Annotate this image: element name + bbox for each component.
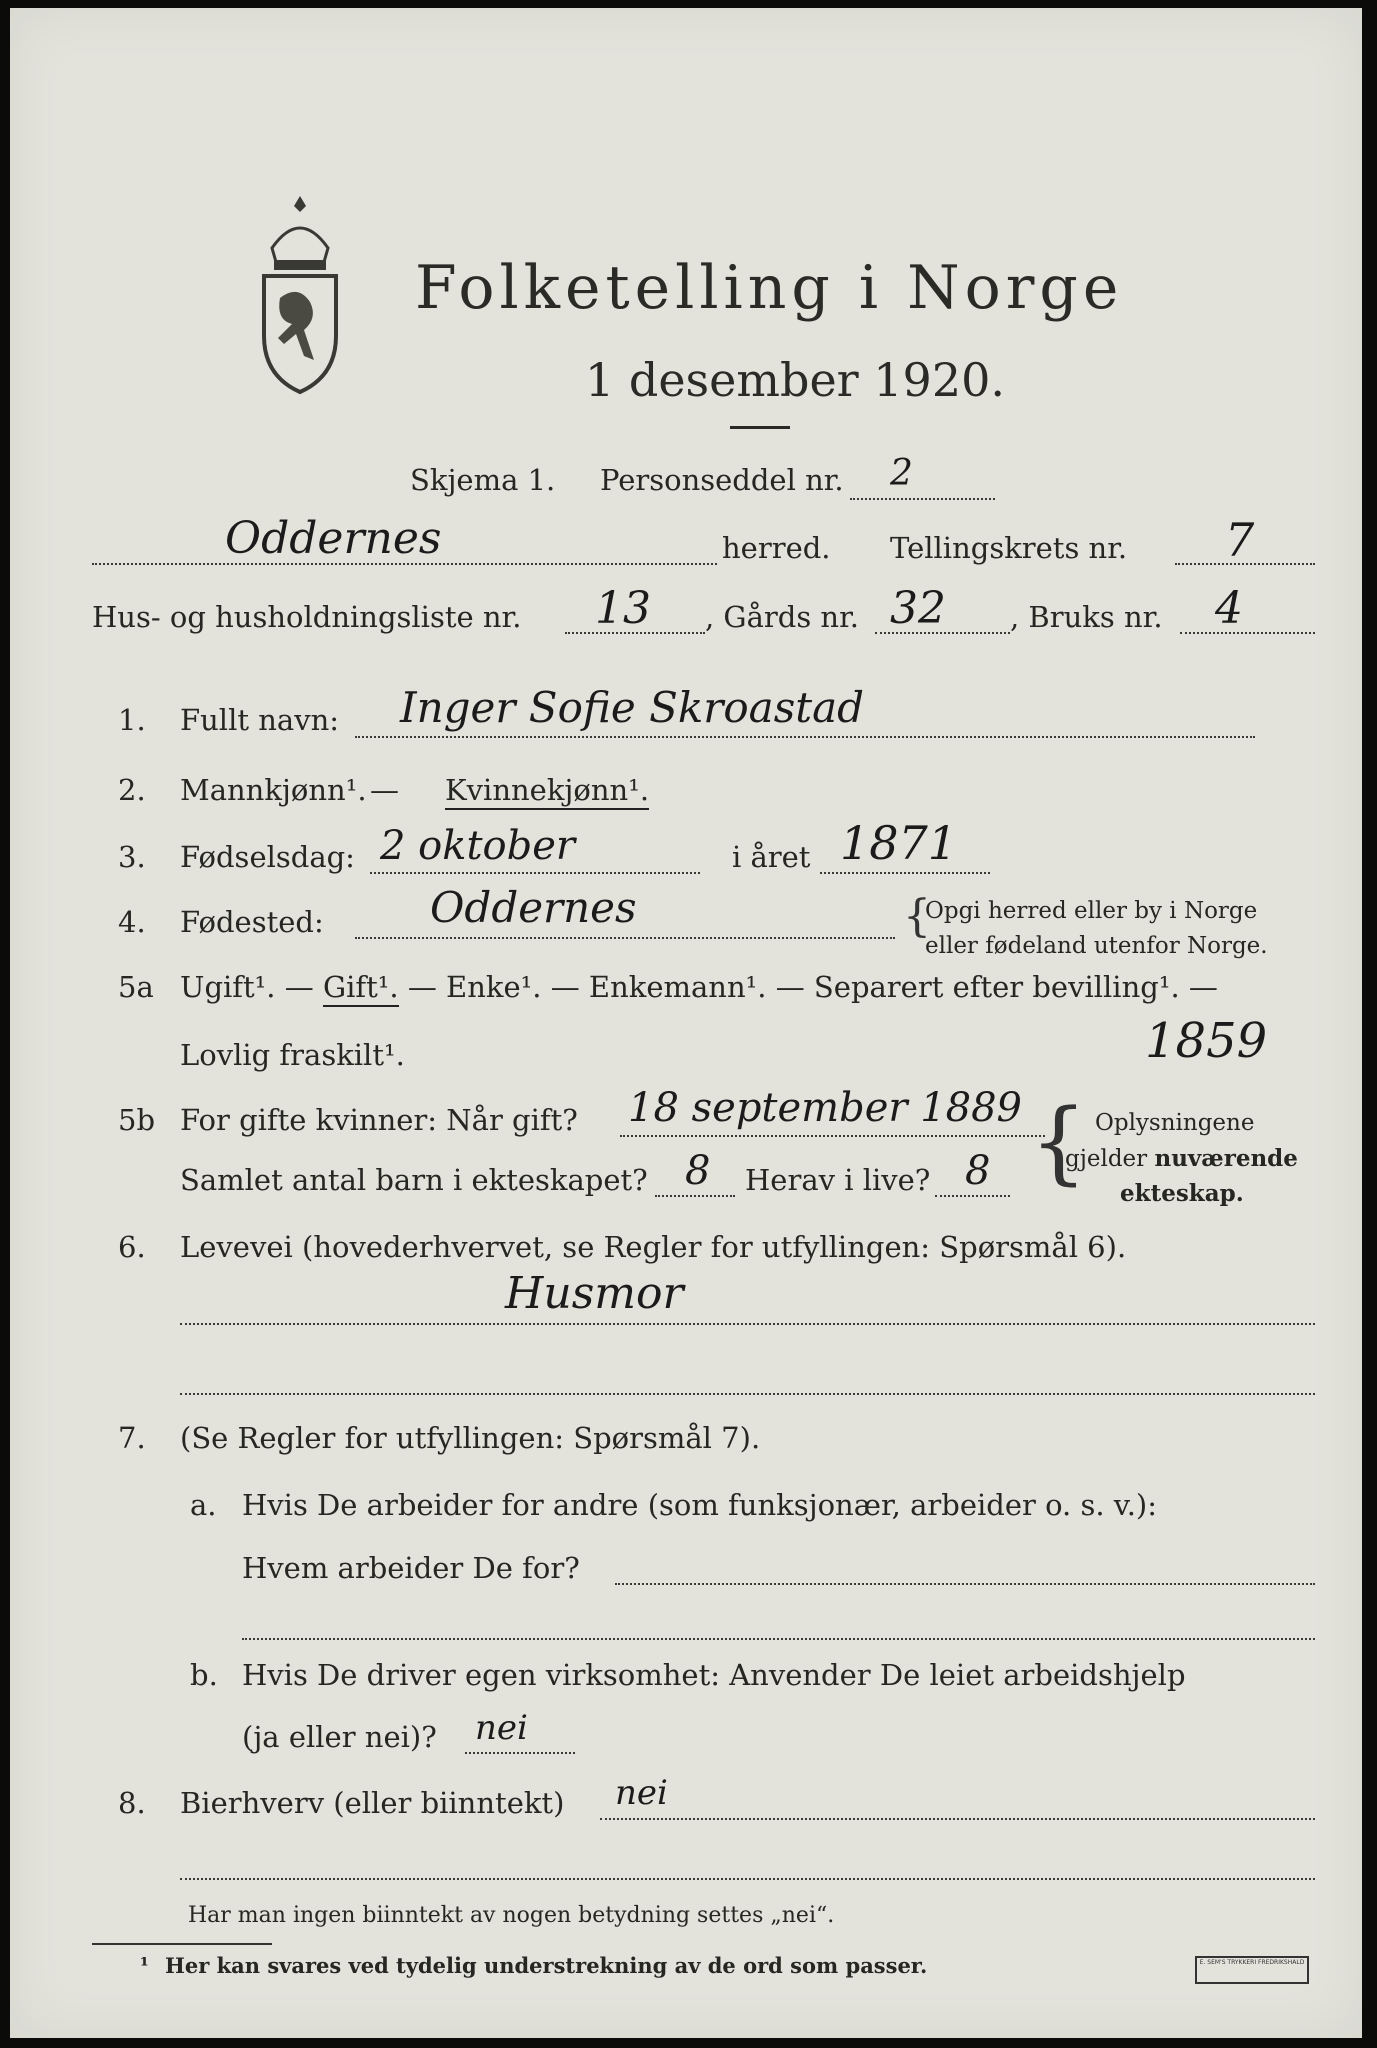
- q4-note-1: Opgi herred eller by i Norge: [925, 898, 1258, 924]
- gards-label: , Gårds nr.: [705, 600, 859, 634]
- coat-of-arms-icon: [250, 188, 350, 398]
- q1-label: Fullt navn:: [180, 703, 340, 737]
- q3-line: [370, 872, 700, 874]
- q2-mann: Mannkjønn¹.: [180, 773, 367, 807]
- q3-label: Fødselsdag:: [180, 840, 355, 874]
- form-date: 1 desember 1920.: [585, 353, 1005, 407]
- q5b-value[interactable]: 18 september 1889: [628, 1085, 1023, 1131]
- q6-line-1: [180, 1323, 1315, 1325]
- q7a-question: Hvem arbeider De for?: [242, 1551, 580, 1585]
- footer-divider: [92, 1943, 272, 1945]
- tellingskrets-value[interactable]: 7: [1225, 513, 1255, 567]
- q2-number: 2.: [118, 773, 146, 807]
- bruks-label: , Bruks nr.: [1010, 600, 1163, 634]
- q3-year-line: [820, 872, 990, 874]
- q5b-brace: {: [1030, 1090, 1088, 1195]
- footer-note: Har man ingen biinntekt av nogen betydning settes „nei“.: [188, 1903, 835, 1928]
- q5a-line1: [180, 970, 1218, 1004]
- q5b-barn-value[interactable]: 8: [685, 1148, 711, 1194]
- q5b-note-2a: gjelder: [1065, 1146, 1155, 1172]
- q8-number: 8.: [118, 1786, 146, 1820]
- title-divider: [730, 426, 790, 429]
- q7b-line: [465, 1752, 575, 1754]
- tellingskrets-label: Tellingskrets nr.: [890, 531, 1128, 565]
- q4-brace: {: [903, 891, 931, 942]
- q5b-note-2b: nuværende: [1154, 1145, 1298, 1172]
- q6-number: 6.: [118, 1230, 146, 1264]
- q5b-live-label: Herav i live?: [745, 1163, 931, 1197]
- q5a-line2: Lovlig fraskilt¹.: [180, 1038, 405, 1072]
- q7b-letter: b.: [190, 1658, 218, 1692]
- q7b-value[interactable]: nei: [475, 1708, 528, 1748]
- q6-line-2: [180, 1393, 1315, 1395]
- q5b-barn-label: Samlet antal barn i ekteskapet?: [180, 1163, 648, 1197]
- q7a-letter: a.: [190, 1488, 217, 1522]
- q6-label: Levevei (hovederhvervet, se Regler for utfyllingen: Spørsmål 6).: [180, 1230, 1127, 1264]
- bruks-line: [1180, 632, 1315, 634]
- q1-number: 1.: [118, 703, 146, 737]
- q5b-number: 5b: [118, 1103, 156, 1137]
- q4-line: [355, 937, 895, 939]
- q3-year-label: i året: [732, 840, 811, 874]
- q2-kvinne-underlined[interactable]: Kvinnekjønn¹.: [445, 773, 649, 810]
- q1-line: [355, 736, 1255, 738]
- herred-label: herred.: [722, 531, 831, 565]
- q1-value[interactable]: Inger Sofie Skroastad: [400, 683, 865, 732]
- q7a-line-1: [615, 1583, 1315, 1585]
- q7b-question: (ja eller nei)?: [242, 1720, 437, 1754]
- bruks-value[interactable]: 4: [1215, 583, 1243, 634]
- census-form-page: [10, 8, 1362, 2038]
- gards-value[interactable]: 32: [890, 583, 946, 634]
- q8-value[interactable]: nei: [615, 1773, 668, 1813]
- q5b-note-3: ekteskap.: [1120, 1180, 1244, 1207]
- q5b-note-1: Oplysningene: [1095, 1110, 1255, 1136]
- q5b-note-2: [1065, 1145, 1298, 1172]
- q4-label: Fødested:: [180, 905, 324, 939]
- q4-value[interactable]: Oddernes: [430, 883, 637, 932]
- husliste-value[interactable]: 13: [595, 583, 651, 634]
- q7-label: (Se Regler for utfyllingen: Spørsmål 7).: [180, 1421, 761, 1455]
- q5b-live-line: [935, 1195, 1010, 1197]
- herred-value[interactable]: Oddernes: [225, 513, 442, 564]
- q3-year-value[interactable]: 1871: [840, 816, 958, 870]
- printer-stamp: E. SEM'S TRYKKERI FREDRIKSHALD: [1195, 1956, 1309, 1984]
- q3-value[interactable]: 2 oktober: [380, 823, 576, 869]
- q8-line-2: [180, 1878, 1315, 1880]
- q5b-live-value[interactable]: 8: [965, 1148, 991, 1194]
- q5b-line: [620, 1135, 1045, 1137]
- q5b-barn-line: [655, 1195, 735, 1197]
- personseddel-value[interactable]: 2: [890, 453, 913, 494]
- q4-number: 4.: [118, 905, 146, 939]
- q5a-number: 5a: [118, 970, 154, 1004]
- q2-separator: —: [370, 773, 399, 807]
- q5a-gift-underlined[interactable]: Gift¹.: [323, 970, 399, 1007]
- q7a-line-2: [242, 1638, 1315, 1640]
- q8-line: [600, 1818, 1315, 1820]
- q7-number: 7.: [118, 1421, 146, 1455]
- q3-number: 3.: [118, 840, 146, 874]
- q5a-annotation: 1859: [1145, 1013, 1268, 1069]
- q6-value[interactable]: Husmor: [505, 1268, 684, 1319]
- form-title: Folketelling i Norge: [415, 253, 1124, 323]
- footnote-text: Her kan svares ved tydelig understrekning av de ord som passer.: [165, 1953, 928, 1978]
- husliste-label: Hus- og husholdningsliste nr.: [92, 600, 522, 634]
- q7b-text: Hvis De driver egen virksomhet: Anvender De leiet arbeidshjelp: [242, 1658, 1186, 1692]
- personseddel-line: [850, 498, 995, 500]
- q5b-label: For gifte kvinner: Når gift?: [180, 1103, 578, 1137]
- q4-note-2: eller fødeland utenfor Norge.: [925, 933, 1268, 959]
- q5a-ugift: Ugift¹. —: [180, 970, 323, 1004]
- skjema-label: Skjema 1.: [410, 463, 556, 497]
- footnote-number: ¹: [140, 1953, 149, 1977]
- q7a-text: Hvis De arbeider for andre (som funksjonær, arbeider o. s. v.):: [242, 1488, 1158, 1522]
- q8-label: Bierhverv (eller biinntekt): [180, 1786, 565, 1820]
- q5a-rest: — Enke¹. — Enkemann¹. — Separert efter bevilling¹. —: [398, 970, 1218, 1004]
- personseddel-label: Personseddel nr.: [600, 463, 844, 497]
